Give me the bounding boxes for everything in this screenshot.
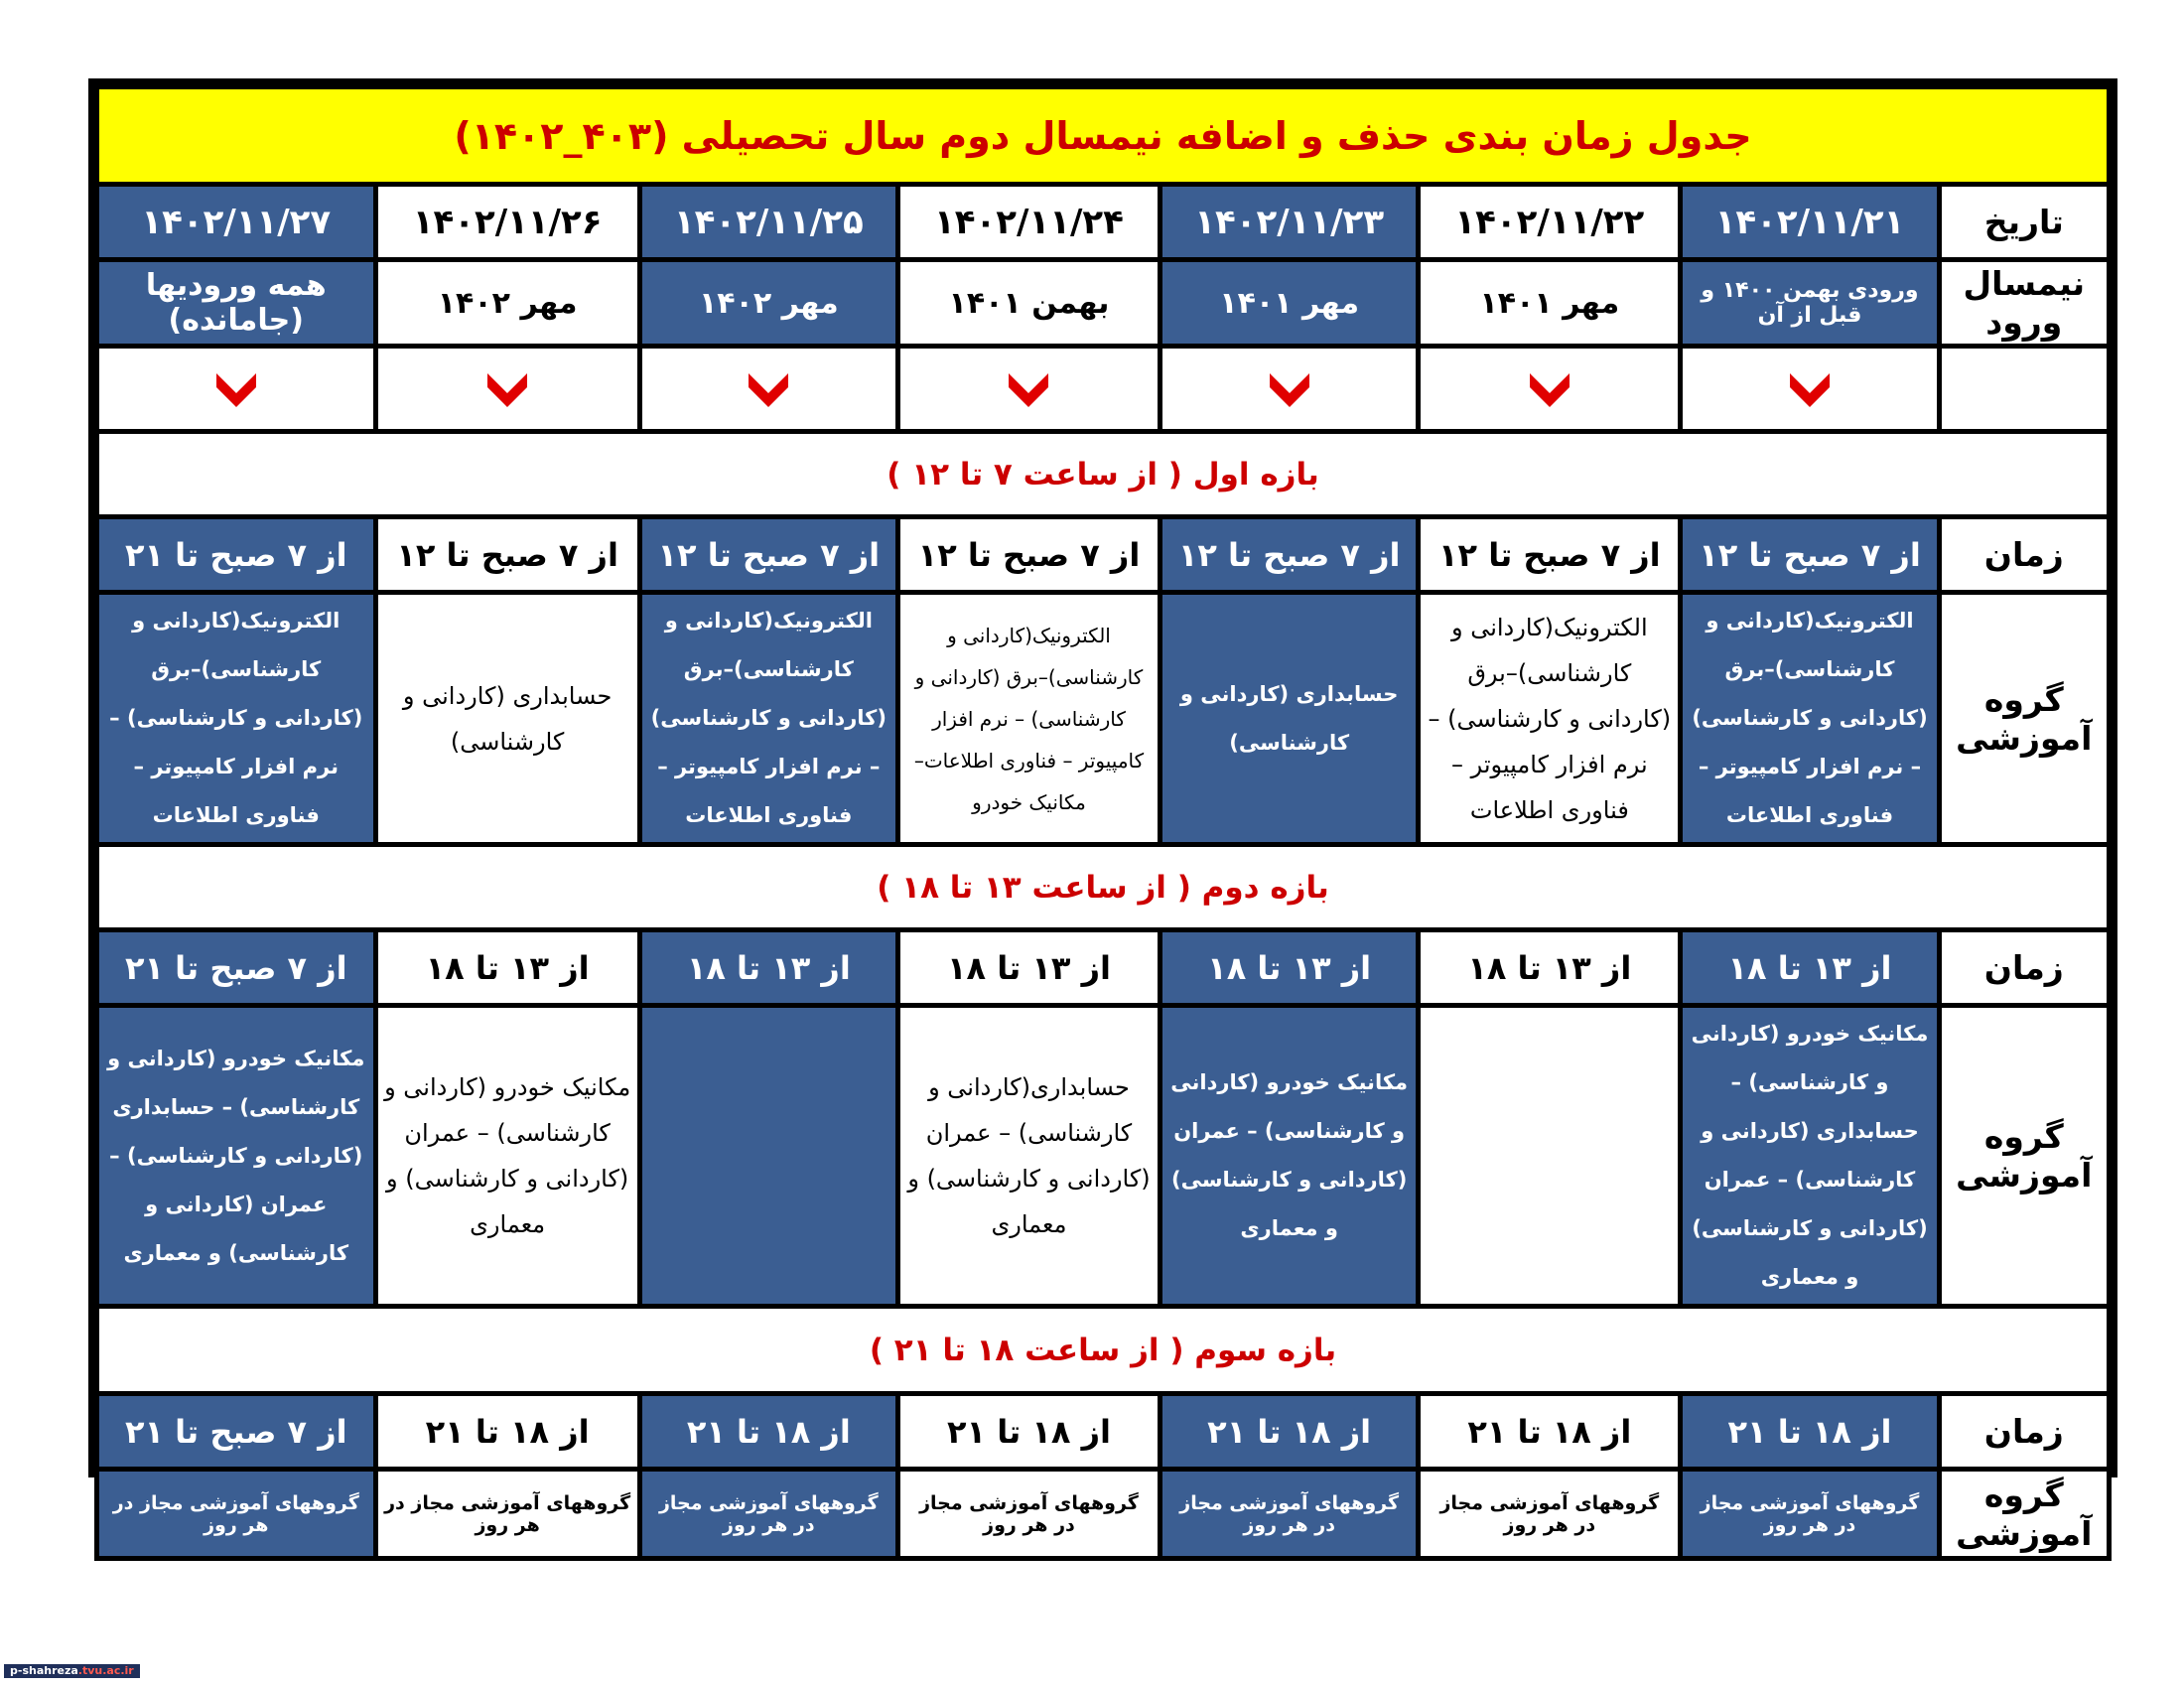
entry-label: نیمسال ورود bbox=[1939, 260, 2109, 347]
time-cell: از ۷ صبح تا ۱۲ bbox=[1160, 517, 1419, 593]
time-cell: از ۱۳ تا ۱۸ bbox=[1419, 930, 1681, 1006]
arrow-cell bbox=[1160, 347, 1419, 432]
group-cell bbox=[639, 1006, 897, 1307]
entry-term-cell: ورودی بهمن ۱۴۰۰ و قبل از آن bbox=[1681, 260, 1939, 347]
down-arrow-icon bbox=[745, 365, 792, 413]
time-cell: از ۷ صبح تا ۱۲ bbox=[897, 517, 1160, 593]
group-cell: حسابداری (کاردانی و کارشناسی) bbox=[375, 593, 639, 845]
date-cell: ۱۴۰۲/۱۱/۲۴ bbox=[897, 185, 1160, 260]
schedule-table bbox=[94, 84, 2112, 1561]
time-cell: از ۷ صبح تا ۱۲ bbox=[1419, 517, 1681, 593]
group-cell: الکترونیک(کاردانی و کارشناسی)–برق (کاردانی و کارشناسی) – نرم افزار کامپیوتر – فناوری اطلاعات bbox=[97, 593, 376, 845]
time-cell: از ۷ صبح تا ۲۱ bbox=[97, 1394, 376, 1470]
date-cell: ۱۴۰۲/۱۱/۲۷ bbox=[97, 185, 376, 260]
arrow-cell bbox=[97, 347, 376, 432]
watermark-suffix: .tvu.ac.ir bbox=[77, 1664, 134, 1677]
time-cell: از ۷ صبح تا ۱۲ bbox=[375, 517, 639, 593]
time-cell: از ۷ صبح تا ۱۲ bbox=[1681, 517, 1939, 593]
group-cell: گروههای آموزشی مجاز در هر روز bbox=[1419, 1470, 1681, 1559]
group-cell: حسابداری (کاردانی و کارشناسی) bbox=[1160, 593, 1419, 845]
entry-term-cell: همه ورودیها (جامانده) bbox=[97, 260, 376, 347]
entry-term-cell: مهر ۱۴۰۱ bbox=[1160, 260, 1419, 347]
group-cell: گروههای آموزشی مجاز در هر روز bbox=[1681, 1470, 1939, 1559]
date-cell: ۱۴۰۲/۱۱/۲۵ bbox=[639, 185, 897, 260]
page-title: جدول زمان بندی حذف و اضافه نیمسال دوم سال تحصیلی (۴۰۳_۱۴۰۲) bbox=[97, 87, 2110, 185]
time-cell: از ۱۳ تا ۱۸ bbox=[639, 930, 897, 1006]
period-3-title: بازه سوم ( از ساعت ۱۸ تا ۲۱ ) bbox=[97, 1307, 2110, 1394]
date-label: تاریخ bbox=[1939, 185, 2109, 260]
arrow-cell bbox=[897, 347, 1160, 432]
arrow-spacer bbox=[1939, 347, 2109, 432]
group-cell: مکانیک خودرو (کاردانی و کارشناسی) – عمران (کاردانی و کارشناسی) و معماری bbox=[375, 1006, 639, 1307]
down-arrow-icon bbox=[212, 365, 260, 413]
down-arrow-icon bbox=[1786, 365, 1834, 413]
time-cell: از ۷ صبح تا ۱۲ bbox=[639, 517, 897, 593]
time-cell: از ۱۸ تا ۲۱ bbox=[897, 1394, 1160, 1470]
group-cell: گروههای آموزشی مجاز در هر روز bbox=[897, 1470, 1160, 1559]
group-cell: الکترونیک(کاردانی و کارشناسی)–برق (کاردانی و کارشناسی) – نرم افزار کامپیوتر – فناوری اطلاعات bbox=[1681, 593, 1939, 845]
group-cell: گروههای آموزشی مجاز در هر روز bbox=[97, 1470, 376, 1559]
time-cell: از ۱۳ تا ۱۸ bbox=[897, 930, 1160, 1006]
time-cell: از ۱۸ تا ۲۱ bbox=[375, 1394, 639, 1470]
time-cell: از ۱۸ تا ۲۱ bbox=[639, 1394, 897, 1470]
time-cell: از ۱۸ تا ۲۱ bbox=[1419, 1394, 1681, 1470]
entry-term-cell: بهمن ۱۴۰۱ bbox=[897, 260, 1160, 347]
time-label: زمان bbox=[1939, 930, 2109, 1006]
time-cell: از ۷ صبح تا ۲۱ bbox=[97, 930, 376, 1006]
group-cell: الکترونیک(کاردانی و کارشناسی)–برق (کاردانی و کارشناسی) – نرم افزار کامپیوتر – فناوری اطلاعات–مکانیک خودرو bbox=[897, 593, 1160, 845]
group-label: گروه آموزشی bbox=[1939, 1470, 2109, 1559]
arrow-cell bbox=[375, 347, 639, 432]
date-cell: ۱۴۰۲/۱۱/۲۱ bbox=[1681, 185, 1939, 260]
down-arrow-icon bbox=[1266, 365, 1313, 413]
schedule-sheet bbox=[88, 78, 2117, 1553]
down-arrow-icon bbox=[483, 365, 531, 413]
arrow-cell bbox=[1681, 347, 1939, 432]
time-cell: از ۱۸ تا ۲۱ bbox=[1160, 1394, 1419, 1470]
watermark-domain: p-shahreza bbox=[10, 1664, 78, 1677]
time-cell: از ۱۳ تا ۱۸ bbox=[375, 930, 639, 1006]
time-cell: از ۱۳ تا ۱۸ bbox=[1681, 930, 1939, 1006]
date-cell: ۱۴۰۲/۱۱/۲۲ bbox=[1419, 185, 1681, 260]
time-label: زمان bbox=[1939, 517, 2109, 593]
group-cell: گروههای آموزشی مجاز در هر روز bbox=[1160, 1470, 1419, 1559]
group-cell: مکانیک خودرو (کاردانی و کارشناسی) – عمران (کاردانی و کارشناسی) و معماری bbox=[1160, 1006, 1419, 1307]
site-watermark bbox=[4, 1664, 140, 1678]
entry-term-cell: مهر ۱۴۰۱ bbox=[1419, 260, 1681, 347]
time-label: زمان bbox=[1939, 1394, 2109, 1470]
entry-term-cell: مهر ۱۴۰۲ bbox=[375, 260, 639, 347]
period-1-title: بازه اول ( از ساعت ۷ تا ۱۲ ) bbox=[97, 432, 2110, 517]
entry-term-cell: مهر ۱۴۰۲ bbox=[639, 260, 897, 347]
group-cell: مکانیک خودرو (کاردانی و کارشناسی) – حسابداری (کاردانی و کارشناسی) – عمران (کاردانی و کارشناسی) و معماری bbox=[97, 1006, 376, 1307]
group-label: گروه آموزشی bbox=[1939, 593, 2109, 845]
group-cell: گروههای آموزشی مجاز در هر روز bbox=[639, 1470, 897, 1559]
time-cell: از ۱۳ تا ۱۸ bbox=[1160, 930, 1419, 1006]
down-arrow-icon bbox=[1526, 365, 1573, 413]
group-label: گروه آموزشی bbox=[1939, 1006, 2109, 1307]
date-cell: ۱۴۰۲/۱۱/۲۶ bbox=[375, 185, 639, 260]
group-cell: گروههای آموزشی مجاز در هر روز bbox=[375, 1470, 639, 1559]
arrow-cell bbox=[639, 347, 897, 432]
period-2-title: بازه دوم ( از ساعت ۱۳ تا ۱۸ ) bbox=[97, 845, 2110, 930]
group-cell bbox=[1419, 1006, 1681, 1307]
date-cell: ۱۴۰۲/۱۱/۲۳ bbox=[1160, 185, 1419, 260]
group-cell: الکترونیک(کاردانی و کارشناسی)–برق (کاردانی و کارشناسی) – نرم افزار کامپیوتر – فناوری اطلاعات bbox=[1419, 593, 1681, 845]
down-arrow-icon bbox=[1005, 365, 1052, 413]
group-cell: حسابداری(کاردانی و کارشناسی) – عمران (کاردانی و کارشناسی) و معماری bbox=[897, 1006, 1160, 1307]
group-cell: مکانیک خودرو (کاردانی و کارشناسی) – حسابداری (کاردانی و کارشناسی) – عمران (کاردانی و کارشناسی) و معماری bbox=[1681, 1006, 1939, 1307]
group-cell: الکترونیک(کاردانی و کارشناسی)–برق (کاردانی و کارشناسی) – نرم افزار کامپیوتر – فناوری اطلاعات bbox=[639, 593, 897, 845]
time-cell: از ۱۸ تا ۲۱ bbox=[1681, 1394, 1939, 1470]
time-cell: از ۷ صبح تا ۲۱ bbox=[97, 517, 376, 593]
arrow-cell bbox=[1419, 347, 1681, 432]
